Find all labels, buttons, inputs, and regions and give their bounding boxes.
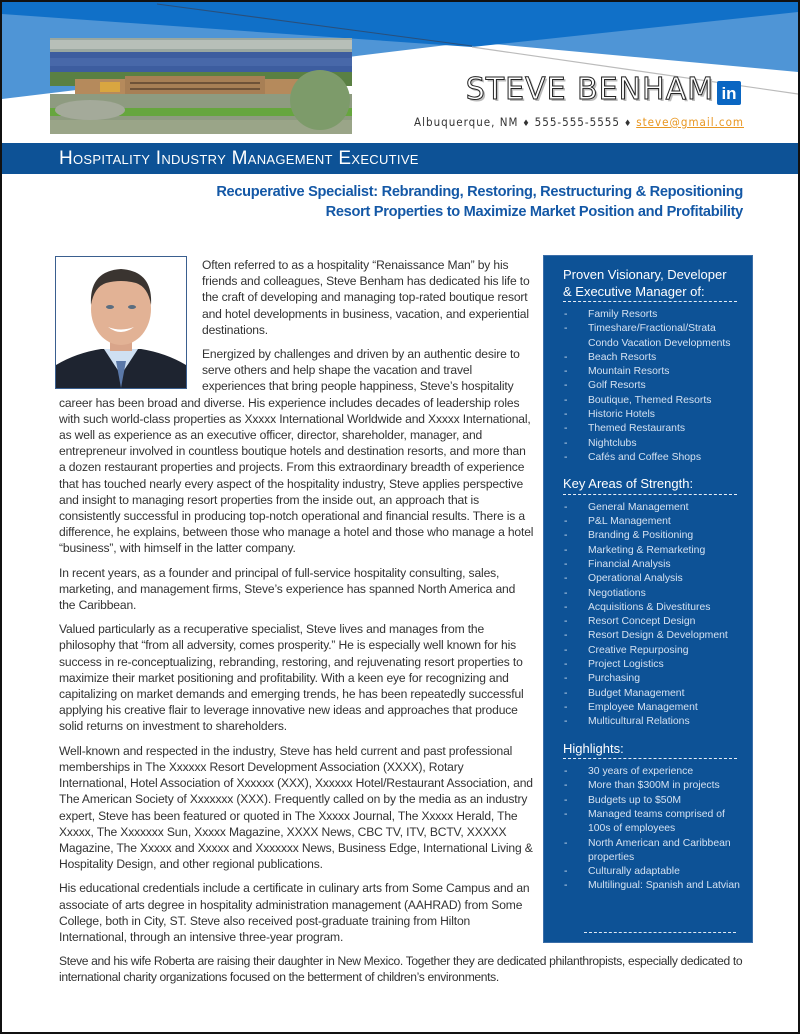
bullet-dash-icon: -: [564, 880, 568, 892]
list-item: - Employee Management: [544, 701, 752, 715]
bullet-dash-icon: -: [564, 780, 568, 792]
sidebar-heading-highlights: Highlights:: [563, 741, 737, 760]
subtitle-line-1: Recuperative Specialist: Rebranding, Restoring, Restructuring & Repositioning: [216, 184, 743, 200]
location: Albuquerque, NM: [414, 115, 519, 129]
bullet-dash-icon: -: [564, 351, 568, 363]
list-item: - Project Logistics: [544, 658, 752, 672]
paragraph: Valued particularly as a recuperative specialist, Steve lives and manages from the philosophy that “from all adversity, comes prosperity.” He is especially well known for his success in re-conceptualizing, rebranding, restoring, and rejuvenating resort properties to maximize their market positioning and profitability. With a keen eye for recognizing and capitalizing on market demands and emerging trends, he has been repeatedly successful applying his creative flair to leverage innovative new ideas and approaches that produce solid returns on investment to shareholders.: [59, 622, 524, 734]
sidebar-heading-proven: Proven Visionary, Developer & Executive Manager of:: [563, 267, 737, 302]
linkedin-icon[interactable]: in: [717, 81, 741, 105]
sidebar-list-strengths: [544, 501, 752, 730]
list-item: - Resort Design & Development: [544, 629, 752, 643]
bullet-dash-icon: -: [564, 437, 568, 449]
sidebar-end-rule: [584, 932, 736, 933]
list-item: - Culturally adaptable: [544, 865, 752, 879]
list-item: - Beach Resorts: [544, 351, 752, 365]
headshot-photo: [55, 256, 187, 389]
paragraph: In recent years, as a founder and principal of full-service hospitality consulting, sales, marketing, and management firms, Steve’s experience has spanned North America and the Caribbean.: [59, 565, 516, 613]
bullet-dash-icon: -: [564, 716, 568, 728]
list-item: - Historic Hotels: [544, 408, 752, 422]
list-item: - 30 years of experience: [544, 765, 752, 779]
bullet-dash-icon: -: [564, 516, 568, 528]
bullet-dash-icon: -: [564, 309, 568, 320]
phone: 555-555-5555: [534, 115, 620, 129]
list-item: - Negotiations: [544, 587, 752, 601]
list-item: - Purchasing: [544, 672, 752, 686]
separator-icon: ♦: [522, 119, 531, 129]
list-item: - Resort Concept Design: [544, 615, 752, 629]
bullet-dash-icon: -: [564, 558, 568, 570]
bullet-dash-icon: -: [564, 630, 568, 642]
list-item: - Marketing & Remarketing: [544, 544, 752, 558]
list-item: - Financial Analysis: [544, 558, 752, 572]
title-bar: [2, 143, 798, 174]
paragraph: Energized by challenges and driven by an authentic desire to serve others and help shape the vacation and travel experiences that bring people happiness, Steve’s hospitality career has been broad and diverse. His experience includes decades of leadership roles with such world-class properties as Xxxxx International Worldwide and Xxxxx International, as well as experience as an executive officer, director, shareholder, manager, and entrepreneur involved in countless boutique hotels and destination resorts, and more than a dozen restaurant properties and projects. From this extraordinary breadth of experience that has touched nearly every aspect of the hospitality industry, Steve applies perspective and insight to managing resort properties from the inside out, an approach that is consistently successful in producing top-notch operational and financial results. There is a difference, he explains, between those who manage a hotel and those who manage a hotel “business”, with himself in the latter company.: [59, 347, 534, 556]
bullet-dash-icon: -: [564, 601, 568, 613]
bullet-dash-icon: -: [564, 837, 568, 849]
list-item: - General Management: [544, 501, 752, 515]
list-item: - Branding & Positioning: [544, 529, 752, 543]
list-item: - Mountain Resorts: [544, 365, 752, 379]
bullet-dash-icon: -: [564, 687, 568, 699]
sidebar-panel: [543, 255, 753, 943]
list-item: - Boutique, Themed Resorts: [544, 394, 752, 408]
bullet-dash-icon: -: [564, 409, 568, 421]
bullet-dash-icon: -: [564, 644, 568, 656]
list-item: - Timeshare/Fractional/Strata Condo Vacation Developments: [564, 323, 731, 349]
subtitle-line-2: Resort Properties to Maximize Market Position and Profitability: [325, 204, 743, 220]
paragraph: Often referred to as a hospitality “Renaissance Man” by his friends and colleagues, Steve Benham has dedicated his life to the craft of developing and managing top-rated boutique resort and hotel developments in business, vacation, and experiential destinations.: [202, 258, 530, 337]
bullet-dash-icon: -: [564, 766, 568, 778]
bullet-dash-icon: -: [564, 530, 568, 542]
page-title: Hospitality Industry Management Executive: [59, 148, 419, 169]
bullet-dash-icon: -: [564, 451, 568, 463]
list-item: - Nightclubs: [544, 437, 752, 451]
bullet-dash-icon: -: [564, 423, 568, 435]
email-link[interactable]: steve@gmail.com: [636, 115, 744, 129]
separator-icon: ♦: [623, 119, 633, 129]
list-item: - Multicultural Relations: [544, 715, 752, 729]
bullet-dash-icon: -: [564, 794, 568, 806]
bullet-dash-icon: -: [564, 616, 568, 628]
paragraph: Well-known and respected in the industry, Steve has held current and past professional memberships in The Xxxxxx Resort Development Association (XXXX), Rotary International, Hotel Association of Xxxxxx (XXX), Xxxxxx Hotel/Restaurant Association, and The American Society of Xxxxxxx (XXX). Frequently called on by the media as an industry expert, Steve has been featured or quoted in The Xxxxx Journal, The Xxxxx Herald, The Xxxxx, The Xxxxxxx Sun, Xxxxx Magazine, XXXX News, CBC TV, ITV, BCTV, XXXXX Magazine, The Xxxxx and Xxxxx and Xxxxxxx News, Business Edge, International Living & Hospitality Design, and other regional publications.: [59, 743, 533, 872]
bullet-dash-icon: -: [564, 808, 568, 820]
list-item: - Cafés and Coffee Shops: [544, 451, 752, 465]
bullet-dash-icon: -: [564, 501, 568, 513]
paragraph: His educational credentials include a certificate in culinary arts from Some Campus and an associate of arts degree in hospitality administration management (AAHRAD) from Some College, both in City, ST. Steve also received post-graduate training from Hilton International, through an intensive three-year program.: [59, 881, 530, 944]
list-item: - Creative Repurposing: [544, 644, 752, 658]
bullet-dash-icon: -: [564, 587, 568, 599]
bullet-dash-icon: -: [564, 701, 568, 713]
list-item: - North American and Caribbean properties: [564, 837, 731, 863]
candidate-name: STEVE BENHAM: [465, 72, 714, 107]
bullet-dash-icon: -: [564, 544, 568, 556]
closing-paragraph: Steve and his wife Roberta are raising their daughter in New Mexico. Together they are dedicated philanthropists, especially dedicated to international charity organizations focused on the betterment of children’s environments.: [59, 954, 743, 985]
bullet-dash-icon: -: [564, 380, 568, 392]
sidebar-list-proven: [544, 308, 752, 465]
sidebar-list-highlights: [544, 765, 752, 894]
bullet-dash-icon: -: [564, 573, 568, 585]
bullet-dash-icon: -: [564, 394, 568, 406]
list-item: - Acquisitions & Divestitures: [544, 601, 752, 615]
subtitle: [216, 182, 743, 222]
list-item: - Managed teams comprised of 100s of employees: [564, 808, 725, 835]
resort-banner-image: [50, 38, 352, 134]
bullet-dash-icon: -: [564, 866, 568, 878]
bullet-dash-icon: -: [564, 659, 568, 671]
list-item: - Themed Restaurants: [544, 422, 752, 436]
list-item: - P&L Management: [544, 515, 752, 529]
bullet-dash-icon: -: [564, 323, 568, 335]
list-item: - Budget Management: [544, 687, 752, 701]
contact-line: [414, 115, 744, 129]
bullet-dash-icon: -: [564, 366, 568, 378]
list-item: - Operational Analysis: [544, 572, 752, 586]
list-item: - Budgets up to $50M: [544, 794, 752, 808]
list-item: - More than $300M in projects: [544, 779, 752, 793]
sidebar-heading-strengths: Key Areas of Strength:: [563, 476, 737, 495]
list-item: - Multilingual: Spanish and Latvian: [544, 879, 752, 893]
list-item: - Family Resorts: [544, 308, 752, 322]
list-item: - Golf Resorts: [544, 379, 752, 393]
bullet-dash-icon: -: [564, 673, 568, 685]
